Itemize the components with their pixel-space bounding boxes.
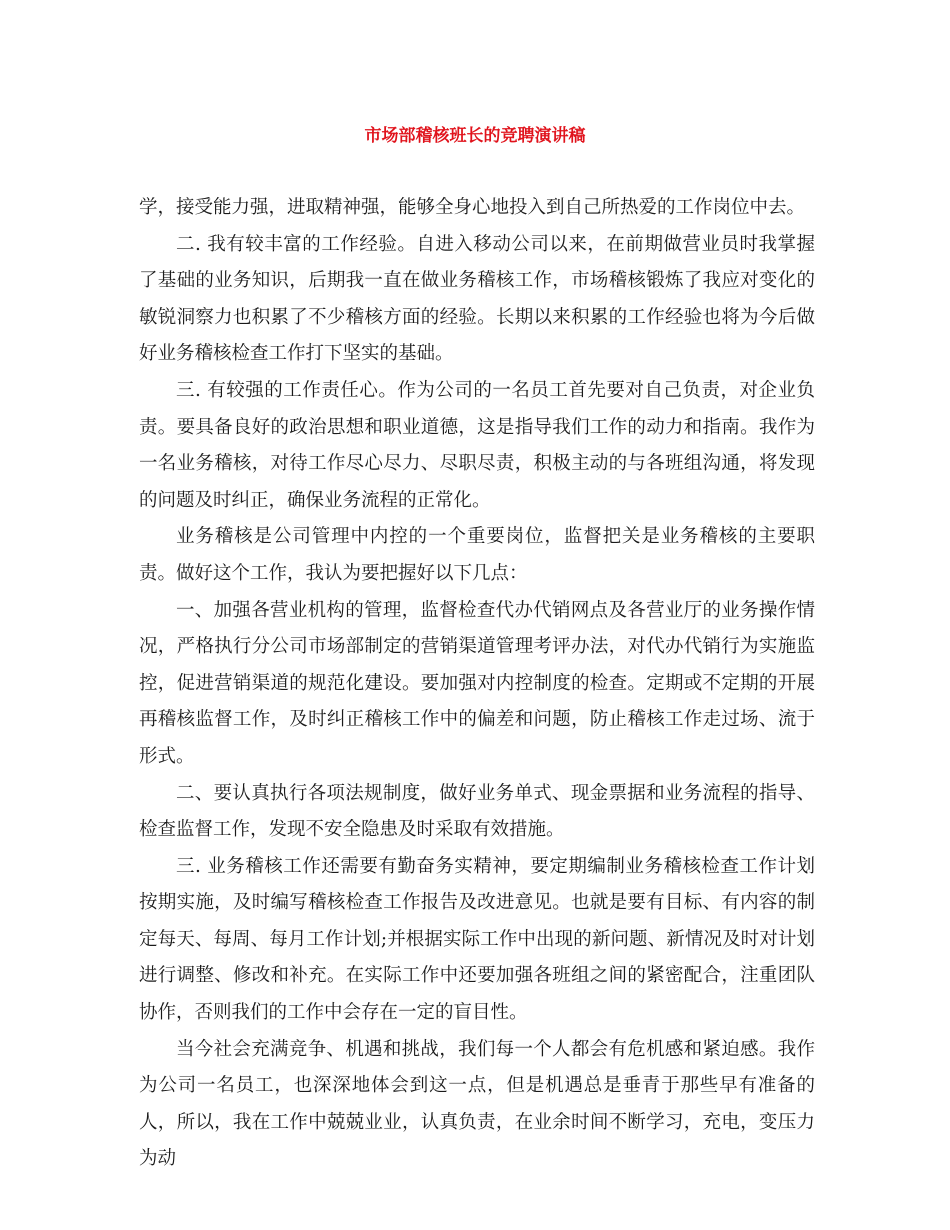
paragraph: 一、加强各营业机构的管理，监督检查代办代销网点及各营业厅的业务操作情况，严格执行分公司市场部制定的营销渠道管理考评办法，对代办代销行为实施监控，促进营销渠道的规范化建设。要加强对内控制度的检查。定期或不定期的开展再稽核监督工作，及时纠正稽核工作中的偏差和问题，防止稽核工作走过场、流于形式。 [139, 599, 815, 767]
paragraph: 二、要认真执行各项法规制度，做好业务单式、现金票据和业务流程的指导、检查监督工作，发现不安全隐患及时采取有效措施。 [139, 782, 815, 841]
paragraph: 三. 业务稽核工作还需要有勤奋务实精神，要定期编制业务稽核检查工作计划按期实施，及时编写稽核检查工作报告及改进意见。也就是要有目标、有内容的制定每天、每周、每月工作计划;并根据实际工作中出现的新问题、新情况及时对计划进行调整、修改和补充。在实际工作中还要加强各班组之间的紧密配合，注重团队协作，否则我们的工作中会存在一定的盲目性。 [139, 855, 815, 1024]
paragraph: 业务稽核是公司管理中内控的一个重要岗位，监督把关是业务稽核的主要职责。做好这个工作，我认为要把握好以下几点： [139, 526, 815, 584]
paragraph: 三. 有较强的工作责任心。作为公司的一名员工首先要对自己负责，对企业负责。要具备良好的政治思想和职业道德，这是指导我们工作的动力和指南。我作为一名业务稽核，对待工作尽心尽力、尽职尽责，积极主动的与各班组沟通，将发现的问题及时纠正，确保业务流程的正常化。 [139, 379, 815, 511]
paragraph: 学，接受能力强，进取精神强，能够全身心地投入到自己所热爱的工作岗位中去。 [139, 197, 806, 218]
paragraph: 二. 我有较丰富的工作经验。自进入移动公司以来，在前期做营业员时我掌握了基础的业务知识，后期我一直在做业务稽核工作，市场稽核锻炼了我应对变化的敏锐洞察力也积累了不少稽核方面的经验。长期以来积累的工作经验也将为今后做好业务稽核检查工作打下坚实的基础。 [139, 233, 815, 365]
document-body [139, 190, 815, 1178]
document-title: 市场部稽核班长的竞聘演讲稿 [364, 126, 586, 146]
paragraph: 当今社会充满竞争、机遇和挑战，我们每一个人都会有危机感和紧迫感。我作为公司一名员工，也深深地体会到这一点，但是机遇总是垂青于那些早有准备的人，所以，我在工作中兢兢业业，认真负责，在业余时间不断学习，充电，变压力为动 [139, 1038, 815, 1170]
